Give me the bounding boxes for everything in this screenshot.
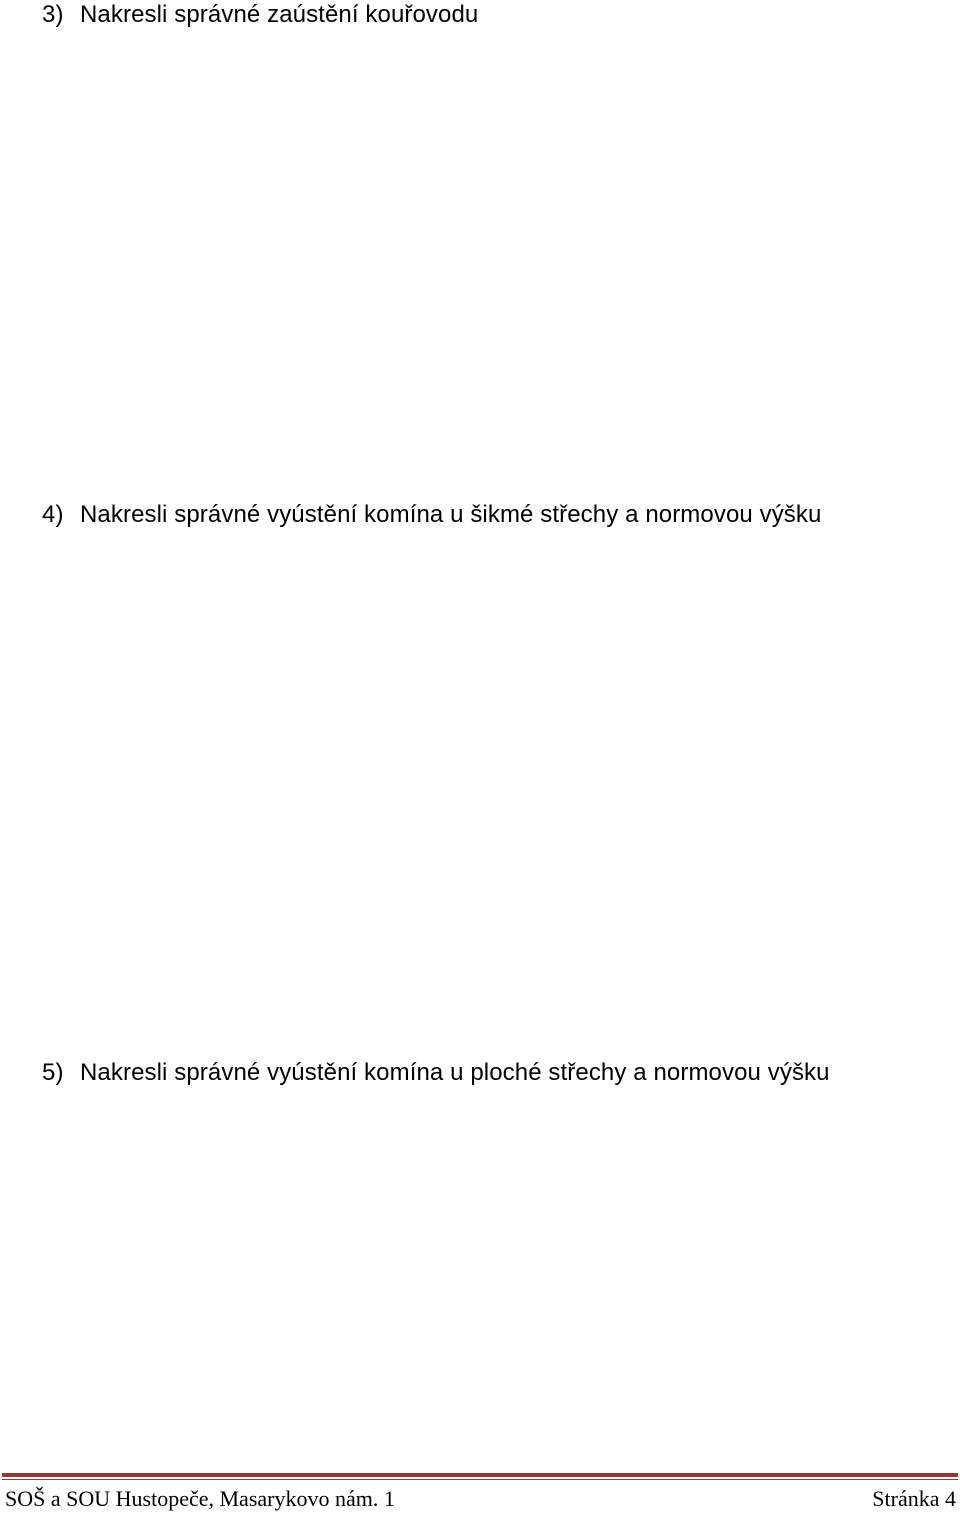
- task-3-number: 3): [42, 1, 64, 28]
- task-4-number: 4): [42, 501, 64, 528]
- task-5-text: Nakresli správné vyústění komína u ploché střechy a normovou výšku: [80, 1059, 830, 1086]
- footer-divider-thin: [2, 1479, 958, 1480]
- task-3-heading: [42, 0, 478, 30]
- task-4-heading: [42, 500, 821, 530]
- task-5-heading: [42, 1058, 830, 1088]
- footer-page-number: Stránka 4: [872, 1486, 956, 1511]
- footer-school-address: SOŠ a SOU Hustopeče, Masarykovo nám. 1: [5, 1486, 395, 1511]
- page-footer: [5, 1485, 956, 1513]
- task-3-text: Nakresli správné zaústění kouřovodu: [80, 1, 479, 28]
- task-4-text: Nakresli správné vyústění komína u šikmé střechy a normovou výšku: [80, 501, 822, 528]
- task-5-number: 5): [42, 1059, 64, 1086]
- footer-divider-thick: [2, 1473, 958, 1477]
